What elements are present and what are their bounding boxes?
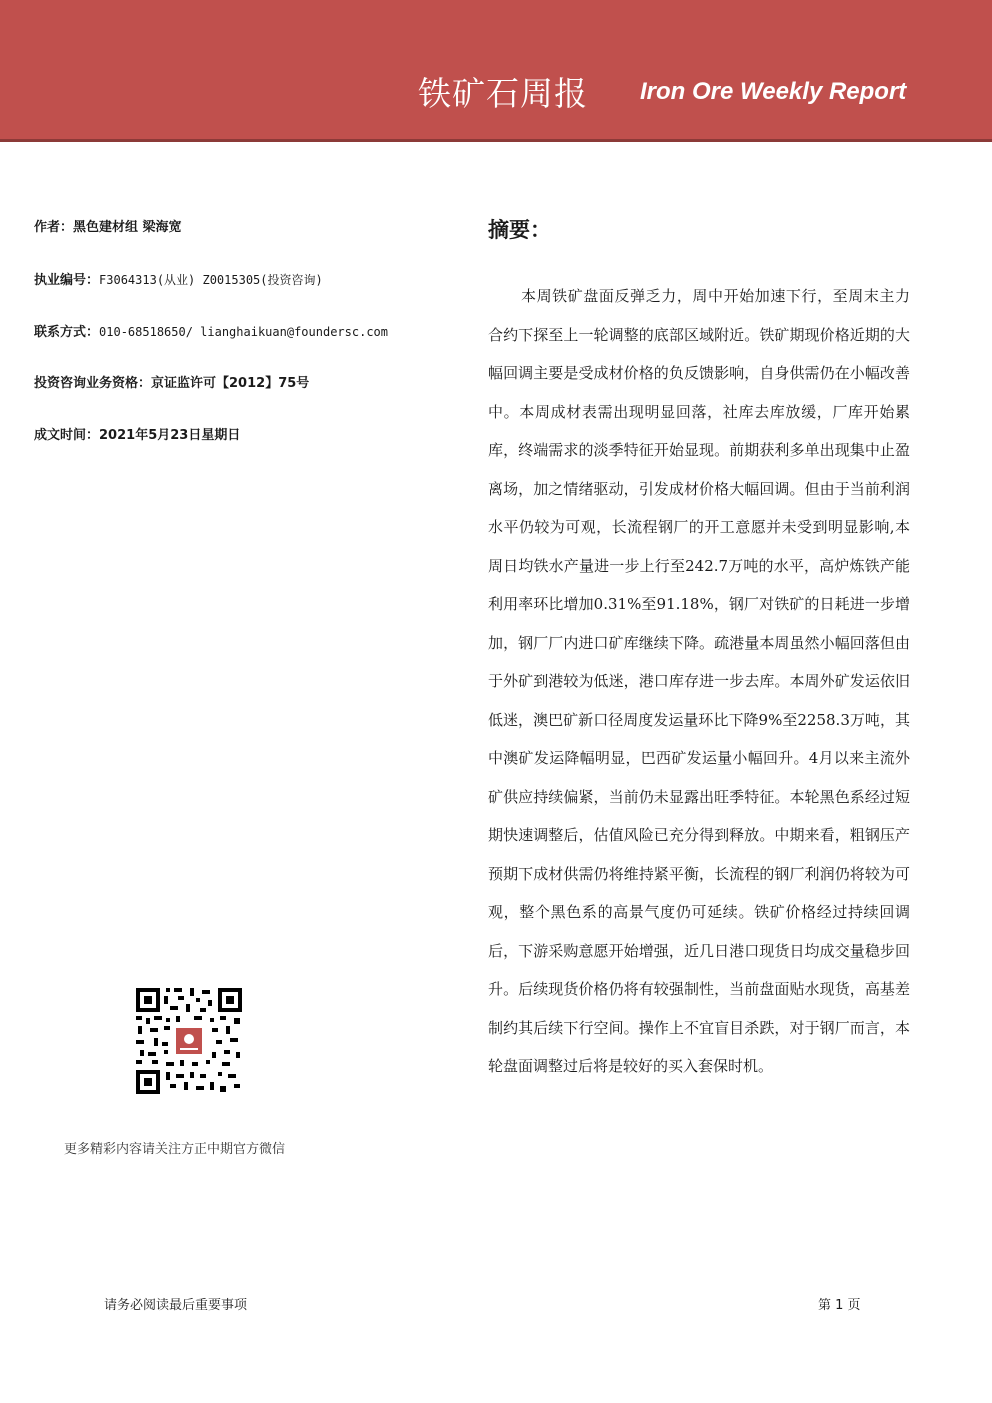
contact-row <box>34 322 464 374</box>
report-title-cn: 铁矿石周报 <box>418 74 588 113</box>
author-label: 作者： <box>34 220 74 235</box>
page-number: 第 1 页 <box>818 1298 861 1313</box>
footer-notice: 请务必阅读最后重要事项 <box>104 1298 248 1313</box>
date-label: 成文时间： <box>34 428 100 443</box>
author-value: 黑色建材组 梁海宽 <box>73 220 182 235</box>
qualification-label: 投资咨询业务资格： <box>34 376 152 391</box>
contact-label: 联系方式： <box>34 325 100 340</box>
author-info <box>34 218 464 478</box>
report-title-en: Iron Ore Weekly Report <box>640 78 907 105</box>
contact-value: 010-68518650/ lianghaikuan@foundersc.com <box>99 325 388 339</box>
abstract-body: 本周铁矿盘面反弹乏力，周中开始加速下行，至周末主力合约下探至上一轮调整的底部区域附近。铁矿期现价格近期的大幅回调主要是受成材价格的负反馈影响，自身供需仍在小幅改善中。本周成材表需出现明显回落，社库去库放缓，厂库开始累库，终端需求的淡季特征开始显现。前期获利多单出现集中止盈离场，加之情绪驱动，引发成材价格大幅回调。但由于当前利润水平仍较为可观，长流程钢厂的开工意愿并未受到明显影响,本周日均铁水产量进一步上行至242.7万吨的水平，高炉炼铁产能利用率环比增加0.31%至91.18%，钢厂对铁矿的日耗进一步增加，钢厂厂内进口矿库继续下降。疏港量本周虽然小幅回落但由于外矿到港较为低迷，港口库存进一步去库。本周外矿发运依旧低迷，澳巴矿新口径周度发运量环比下降9%至2258.3万吨，其中澳矿发运降幅明显，巴西矿发运量小幅回升。4月以来主流外矿供应持续偏紧，当前仍未显露出旺季特征。本轮黑色系经过短期快速调整后，估值风险已充分得到释放。中期来看，粗钢压产预期下成材供需仍将维持紧平衡，长流程的钢厂利润仍将较为可观，整个黑色系的高景气度仍可延续。铁矿价格经过持续回调后，下游采购意愿开始增强，近几日港口现货日均成交量稳步回升。后续现货价格仍将有较强制性，当前盘面贴水现货，高基差制约其后续下行空间。操作上不宜盲目杀跌，对于钢厂而言，本轮盘面调整过后将是较好的买入套保时机。 <box>488 287 910 1075</box>
date-value: 2021年5月23日星期日 <box>99 428 241 443</box>
date-row <box>34 426 464 478</box>
report-header-banner <box>0 0 992 142</box>
license-value: F3064313(从业) Z0015305(投资咨询) <box>99 273 323 287</box>
qr-caption: 更多精彩内容请关注方正中期官方微信 <box>64 1142 286 1157</box>
abstract-title: 摘要： <box>488 218 551 242</box>
license-row <box>34 270 464 322</box>
license-label: 执业编号： <box>34 273 100 288</box>
qr-code-icon <box>134 986 244 1096</box>
author-row <box>34 218 464 270</box>
qualification-row <box>34 374 464 426</box>
qualification-value: 京证监许可【2012】75号 <box>151 376 310 391</box>
